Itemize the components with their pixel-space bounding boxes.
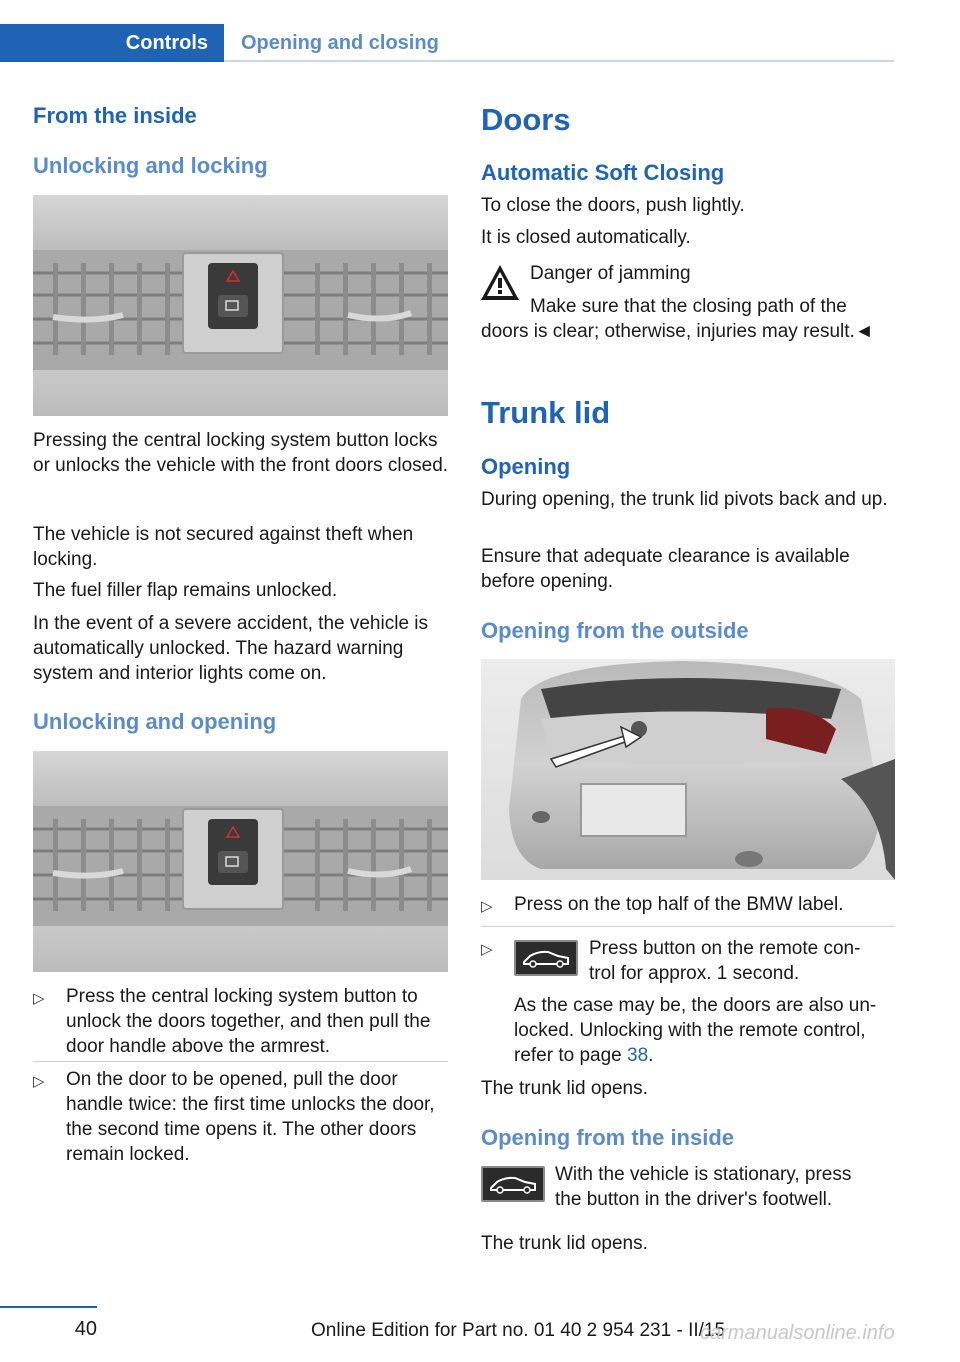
bullet-icon: ▷ <box>33 990 45 1007</box>
subheading-opening: Opening <box>481 454 571 479</box>
list-item-press-bmw-label: Press on the top half of the BMW label. <box>514 894 844 915</box>
subheading-soft-closing: Automatic Soft Closing <box>481 160 725 185</box>
paragraph-doors-unlocked <box>514 993 894 1068</box>
edition-footer: Online Edition for Part no. 01 40 2 954 231 - II/15 <box>311 1320 726 1341</box>
paragraph-clearance: Ensure that adequate clearance is available before opening. <box>481 546 850 592</box>
warning-triangle-icon <box>479 263 521 303</box>
page-link-38[interactable]: 38 <box>627 1045 649 1066</box>
trunk-button-icon <box>514 940 578 976</box>
paragraph-not-secured: The vehicle is not secured against theft when locking. <box>33 524 414 570</box>
vent-button-image-1 <box>33 195 448 416</box>
car-trunk-image <box>481 659 895 880</box>
vent-button-image-2 <box>33 751 448 972</box>
paragraph-trunk-opens-1: The trunk lid opens. <box>481 1078 648 1099</box>
warning-text-line-1: Make sure that the closing path of the <box>530 296 847 317</box>
section-tab-controls[interactable]: Controls <box>0 24 224 62</box>
remote-button-line-2: trol for approx. 1 second. <box>589 963 800 984</box>
paragraph-central-locking: Pressing the central locking system button locks or unlocks the vehicle with the front doors closed. <box>33 430 449 476</box>
subheading-unlocking-locking: Unlocking and locking <box>33 153 268 178</box>
trunk-footwell-button-icon <box>481 1166 545 1202</box>
list-divider <box>481 926 895 927</box>
list-divider <box>33 1061 448 1062</box>
subheading-inside: Opening from the inside <box>481 1125 735 1150</box>
paragraph-closed-auto: It is closed automatically. <box>481 227 691 248</box>
paragraph-fuel-filler: The fuel filler flap remains unlocked. <box>33 580 338 601</box>
subheading-unlocking-opening: Unlocking and opening <box>33 709 277 734</box>
bullet-icon: ▷ <box>481 941 493 958</box>
bullet-icon: ▷ <box>481 898 493 915</box>
page-number: 40 <box>74 1318 97 1340</box>
heading-trunk-lid: Trunk lid <box>481 395 611 430</box>
subheading-outside: Opening from the outside <box>481 618 749 643</box>
warning-title: Danger of jamming <box>530 263 691 284</box>
heading-from-inside: From the inside <box>33 103 197 128</box>
bullet-icon: ▷ <box>33 1073 45 1090</box>
paragraph-doors-unlocked-text: As the case may be, the doors are also un- locked. Unlocking with the remote control, refer to page <box>514 995 877 1066</box>
warning-text-line-2: doors is clear; otherwise, injuries may result.◄ <box>481 321 874 342</box>
page-number-rule <box>0 1306 97 1308</box>
inside-line-2: the button in the driver's footwell. <box>555 1189 833 1210</box>
heading-doors: Doors <box>481 102 571 137</box>
section-tab-opening-closing[interactable]: Opening and closing <box>241 32 439 54</box>
period: . <box>648 1045 654 1066</box>
paragraph-push-lightly: To close the doors, push lightly. <box>481 195 745 216</box>
list-item-unlock-together: Press the central locking system button to unlock the doors together, and then pull the door handle above the armrest. <box>66 986 431 1057</box>
page-header <box>0 24 894 62</box>
paragraph-pivots: During opening, the trunk lid pivots back and up. <box>481 489 888 510</box>
list-item-pull-twice: On the door to be opened, pull the door handle twice: the first time unlocks the door, the second time opens it. The other doors remain locked. <box>66 1069 435 1165</box>
remote-button-line-1: Press button on the remote con- <box>589 938 861 959</box>
paragraph-severe-accident: In the event of a severe accident, the vehicle is automatically unlocked. The hazard warning system and interior lights come on. <box>33 613 429 684</box>
watermark: carmanualsonline.info <box>700 1322 895 1344</box>
inside-line-1: With the vehicle is stationary, press <box>555 1164 852 1185</box>
paragraph-trunk-opens-2: The trunk lid opens. <box>481 1233 648 1254</box>
header-rule <box>224 60 894 62</box>
